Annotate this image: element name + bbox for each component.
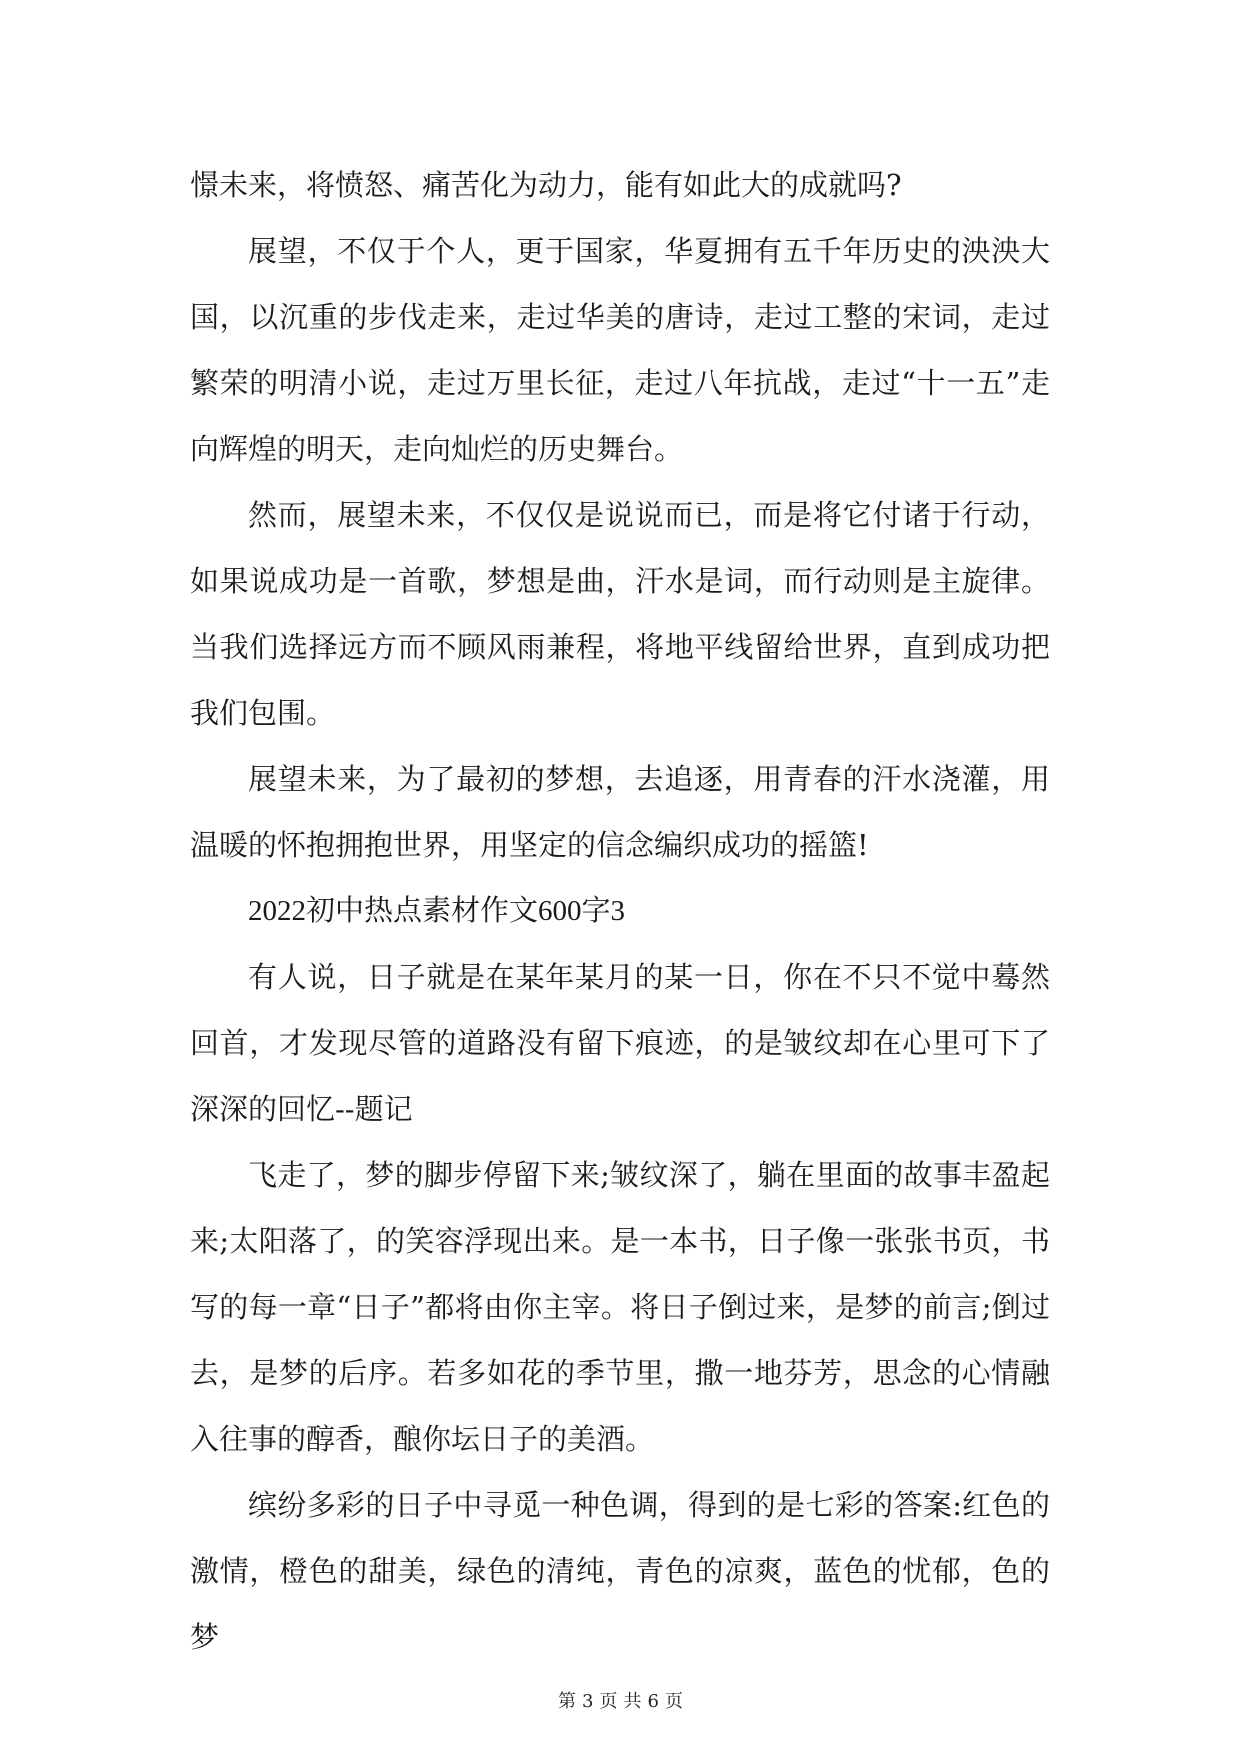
- paragraph: 缤纷多彩的日子中寻觅一种色调，得到的是七彩的答案:红色的激情，橙色的甜美，绿色的清纯，青色的凉爽，蓝色的忧郁，色的梦: [190, 1488, 1050, 1654]
- paragraph: 飞走了，梦的脚步停留下来;皱纹深了，躺在里面的故事丰盈起来;太阳落了，的笑容浮现出来。是一本书，日子像一张张书页，书写的每一章“日子”都将由你主宰。将日子倒过来，是梦的前言;倒过去，是梦的后序。若多如花的季节里，撒一地芬芳，思念的心情融入往事的醇香，酿你坛日子的美酒。: [190, 1158, 1050, 1456]
- paragraph: 有人说，日子就是在某年某月的某一日，你在不只不觉中蓦然回首，才发现尽管的道路没有留下痕迹，的是皱纹却在心里可下了深深的回忆--题记: [190, 960, 1050, 1126]
- footer-page-label: 页: [599, 1691, 618, 1712]
- paragraph-continuation: 憬未来，将愤怒、痛苦化为动力，能有如此大的成就吗?: [190, 168, 902, 202]
- paragraph: 展望未来，为了最初的梦想，去追逐，用青春的汗水浇灌，用温暖的怀抱拥抱世界，用坚定的信念编织成功的摇篮!: [190, 762, 1050, 862]
- page-footer: [0, 1690, 1241, 1714]
- essay-heading: 2022初中热点素材作文600字3: [248, 895, 626, 927]
- current-page-number: 3: [582, 1691, 594, 1712]
- paragraph: 然而，展望未来，不仅仅是说说而已，而是将它付诸于行动，如果说成功是一首歌，梦想是曲，汗水是词，而行动则是主旋律。当我们选择远方而不顾风雨兼程，将地平线留给世界，直到成功把我们包围。: [190, 498, 1050, 730]
- paragraph: 展望，不仅于个人，更于国家，华夏拥有五千年历史的泱泱大国，以沉重的步伐走来，走过华美的唐诗，走过工整的宋词，走过繁荣的明清小说，走过万里长征，走过八年抗战，走过“十一五”走向辉煌的明天，走向灿烂的历史舞台。: [190, 234, 1050, 466]
- footer-total-prefix: 共: [623, 1691, 642, 1712]
- document-body: [190, 152, 1050, 1670]
- total-pages-number: 6: [647, 1691, 659, 1712]
- footer-prefix: 第: [558, 1691, 577, 1712]
- footer-suffix: 页: [664, 1691, 683, 1712]
